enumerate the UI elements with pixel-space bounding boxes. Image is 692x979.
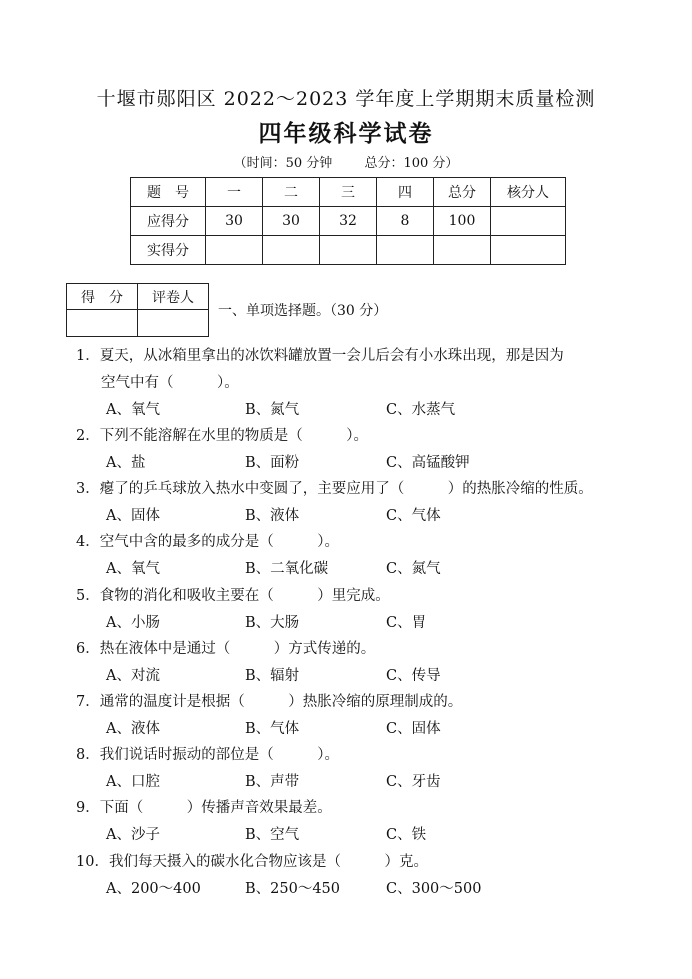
option-c[interactable]: C、牙齿 [386,774,441,790]
option-c[interactable]: C、气体 [386,508,441,524]
option-c[interactable]: C、高锰酸钾 [386,455,470,471]
score-table-input-cell[interactable] [263,236,320,265]
exam-time-score-info [0,152,692,171]
option-b[interactable]: B、大肠 [245,615,300,631]
option-a[interactable]: A、液体 [106,721,160,737]
score-table-input-cell[interactable] [491,236,566,265]
option-c[interactable]: C、胃 [386,615,427,631]
score-table-cell: 8 [377,207,434,236]
score-table-input-cell[interactable] [377,236,434,265]
score-table-cell: 二 [263,178,320,207]
exam-total-score: 总分：100 分） [364,156,459,171]
option-a[interactable]: A、口腔 [106,774,160,790]
score-table-header-row [131,178,566,207]
score-table-cell: 实得分 [131,236,206,265]
score-table-cell: 应得分 [131,207,206,236]
exam-header-title: 十堰市郧阳区 2022～2023 学年度上学期期末质量检测 [96,88,596,110]
grader-reviewer-input[interactable] [138,310,209,337]
option-a[interactable]: A、氧气 [106,402,160,418]
exam-time: （时间：50 分钟 [233,156,333,171]
section-title: 一、单项选择题。（30 分） [218,303,388,319]
option-a[interactable]: A、盐 [106,455,146,471]
exam-subject-title: 四年级科学试卷 [258,121,434,147]
option-b[interactable]: B、空气 [245,827,300,843]
score-table-cell: 题 号 [131,178,206,207]
option-c[interactable]: C、固体 [386,721,441,737]
option-c[interactable]: C、传导 [386,668,441,684]
score-table-cell: 四 [377,178,434,207]
option-b[interactable]: B、气体 [245,721,300,737]
question-text: 3．瘪了的乒乓球放入热水中变圆了，主要应用了（ ）的热胀冷缩的性质。 [76,481,593,497]
question-text: 7．通常的温度计是根据（ ）热胀冷缩的原理制成的。 [76,694,463,710]
option-b[interactable]: B、声带 [245,774,300,790]
score-table-cell: 总分 [434,178,491,207]
score-table-cell: 核分人 [491,178,566,207]
option-b[interactable]: B、辐射 [245,668,300,684]
score-table-cell: 一 [206,178,263,207]
option-a[interactable]: A、固体 [106,508,160,524]
grader-score-input[interactable] [67,310,138,337]
option-b[interactable]: B、氮气 [245,402,300,418]
score-table [130,177,566,265]
option-a[interactable]: A、氧气 [106,561,160,577]
option-a[interactable]: A、对流 [106,668,160,684]
option-b[interactable]: B、面粉 [245,455,300,471]
question-text: 10．我们每天摄入的碳水化合物应该是（ ）克。 [76,854,428,870]
option-b[interactable]: B、二氧化碳 [245,561,329,577]
score-table-input-cell[interactable] [320,236,377,265]
score-table-cell [491,207,566,236]
option-c[interactable]: C、水蒸气 [386,402,456,418]
score-table-input-cell[interactable] [206,236,263,265]
option-a[interactable]: A、沙子 [106,827,160,843]
score-table-cell: 三 [320,178,377,207]
option-b[interactable]: B、液体 [245,508,300,524]
grader-reviewer-label: 评卷人 [138,284,209,310]
question-text: 8．我们说话时振动的部位是（ ）。 [76,747,339,763]
option-c[interactable]: C、铁 [386,827,427,843]
option-c[interactable]: C、300～500 [386,881,482,897]
score-table-cell: 32 [320,207,377,236]
score-table-should-row [131,207,566,236]
option-c[interactable]: C、氮气 [386,561,441,577]
question-text: 5．食物的消化和吸收主要在（ ）里完成。 [76,588,390,604]
grader-box [66,283,209,337]
question-text: 4．空气中含的最多的成分是（ ）。 [76,534,339,550]
option-b[interactable]: B、250～450 [245,881,341,897]
score-table-actual-row [131,236,566,265]
score-table-cell: 30 [206,207,263,236]
question-text: 9．下面（ ）传播声音效果最差。 [76,800,332,816]
score-table-cell: 30 [263,207,320,236]
question-text: 6．热在液体中是通过（ ）方式传递的。 [76,641,376,657]
score-table-cell: 100 [434,207,491,236]
score-table-input-cell[interactable] [434,236,491,265]
grader-score-label: 得 分 [67,284,138,310]
option-a[interactable]: A、小肠 [106,615,160,631]
question-text: 2．下列不能溶解在水里的物质是（ ）。 [76,428,368,444]
option-a[interactable]: A、200～400 [106,881,201,897]
question-text-continued: 空气中有（ ）。 [101,375,239,391]
question-text: 1．夏天，从冰箱里拿出的冰饮料罐放置一会儿后会有小水珠出现，那是因为 [76,348,564,364]
